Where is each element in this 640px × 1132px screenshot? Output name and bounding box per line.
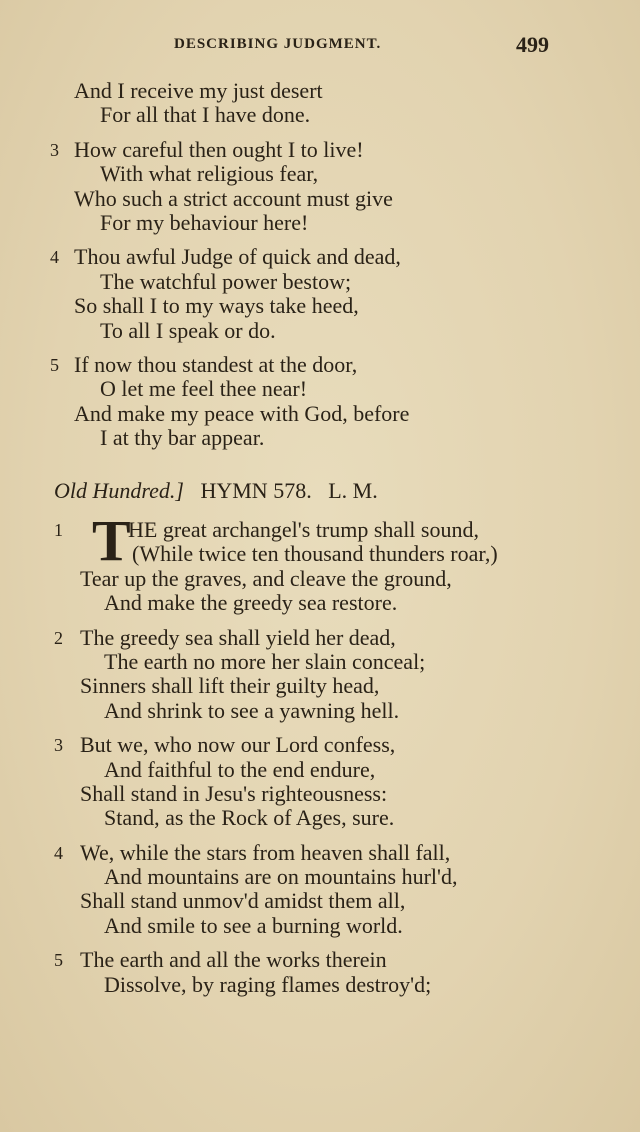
stanza xyxy=(0,138,640,236)
verse-line: O let me feel thee near! xyxy=(100,376,308,402)
stanza xyxy=(0,245,640,343)
stanza xyxy=(0,841,640,939)
hymn-number: 578. xyxy=(273,478,312,503)
verse-line: For my behaviour here! xyxy=(100,209,309,235)
stanza xyxy=(0,353,640,451)
hymn-meter: L. M. xyxy=(328,478,378,503)
stanza xyxy=(0,626,640,724)
verse-line: Shall stand unmov'd amidst them all, xyxy=(80,888,406,914)
verse-line: If now thou standest at the door, xyxy=(74,351,358,377)
verse-line: Thou awful Judge of quick and dead, xyxy=(74,244,401,270)
verse-line: Sinners shall lift their guilty head, xyxy=(80,673,380,699)
stanza-number: 5 xyxy=(54,950,63,971)
stanza xyxy=(0,948,640,997)
verse-line: And shrink to see a yawning hell. xyxy=(104,697,400,723)
verse-line: Stand, as the Rock of Ages, sure. xyxy=(104,805,395,831)
verse-line: The greedy sea shall yield her dead, xyxy=(80,624,396,650)
verse-line: But we, who now our Lord confess, xyxy=(80,732,396,758)
verse-line: With what religious fear, xyxy=(100,161,319,187)
stanza-number: 2 xyxy=(54,627,63,648)
verse-line: And make my peace with God, before xyxy=(74,400,410,426)
stanza-number: 4 xyxy=(50,247,59,268)
verse-line: I at thy bar appear. xyxy=(100,425,265,451)
stanza-number: 5 xyxy=(50,354,59,375)
stanza xyxy=(0,508,640,616)
verse-line: Who such a strict account must give xyxy=(74,185,393,211)
drop-cap: T xyxy=(92,508,131,573)
stanza-number: 4 xyxy=(54,842,63,863)
verse-line: So shall I to my ways take heed, xyxy=(74,293,359,319)
verse-line: Shall stand in Jesu's righteousness: xyxy=(80,780,388,806)
stanza-number: 3 xyxy=(54,735,63,756)
stanza xyxy=(0,79,640,128)
verse-line: To all I speak or do. xyxy=(100,317,276,343)
verse-line: We, while the stars from heaven shall fall, xyxy=(80,839,451,865)
verse-line: The watchful power bestow; xyxy=(100,268,352,294)
verse-line: And make the greedy sea restore. xyxy=(104,590,398,616)
verse-line: For all that I have done. xyxy=(100,102,311,128)
stanza-number: 3 xyxy=(50,139,59,160)
verse-line: The earth and all the works therein xyxy=(80,947,387,973)
hymn-label: HYMN xyxy=(200,478,268,503)
verse-line: The earth no more her slain conceal; xyxy=(104,648,426,674)
verse-line: Tear up the graves, and cleave the ground, xyxy=(80,565,452,591)
running-title: DESCRIBING JUDGMENT. xyxy=(174,36,382,52)
page-number: 499 xyxy=(516,32,549,57)
verse-line: And I receive my just desert xyxy=(74,78,323,103)
verse-line: And smile to see a burning world. xyxy=(104,912,403,938)
stanza xyxy=(0,733,640,831)
previous-hymn-continuation xyxy=(0,79,640,460)
hymn-578 xyxy=(0,508,640,1007)
stanza-number: 1 xyxy=(54,520,63,540)
hymn-heading xyxy=(54,478,378,504)
verse-line: And faithful to the end endure, xyxy=(104,756,376,782)
tune-name: Old Hundred.] xyxy=(54,478,184,503)
verse-line: HE great archangel's trump shall sound, xyxy=(128,517,479,542)
verse-line: (While twice ten thousand thunders roar,) xyxy=(132,541,498,567)
verse-line: How careful then ought I to live! xyxy=(74,136,364,162)
verse-line: And mountains are on mountains hurl'd, xyxy=(104,864,458,890)
verse-line: Dissolve, by raging flames destroy'd; xyxy=(104,971,432,997)
